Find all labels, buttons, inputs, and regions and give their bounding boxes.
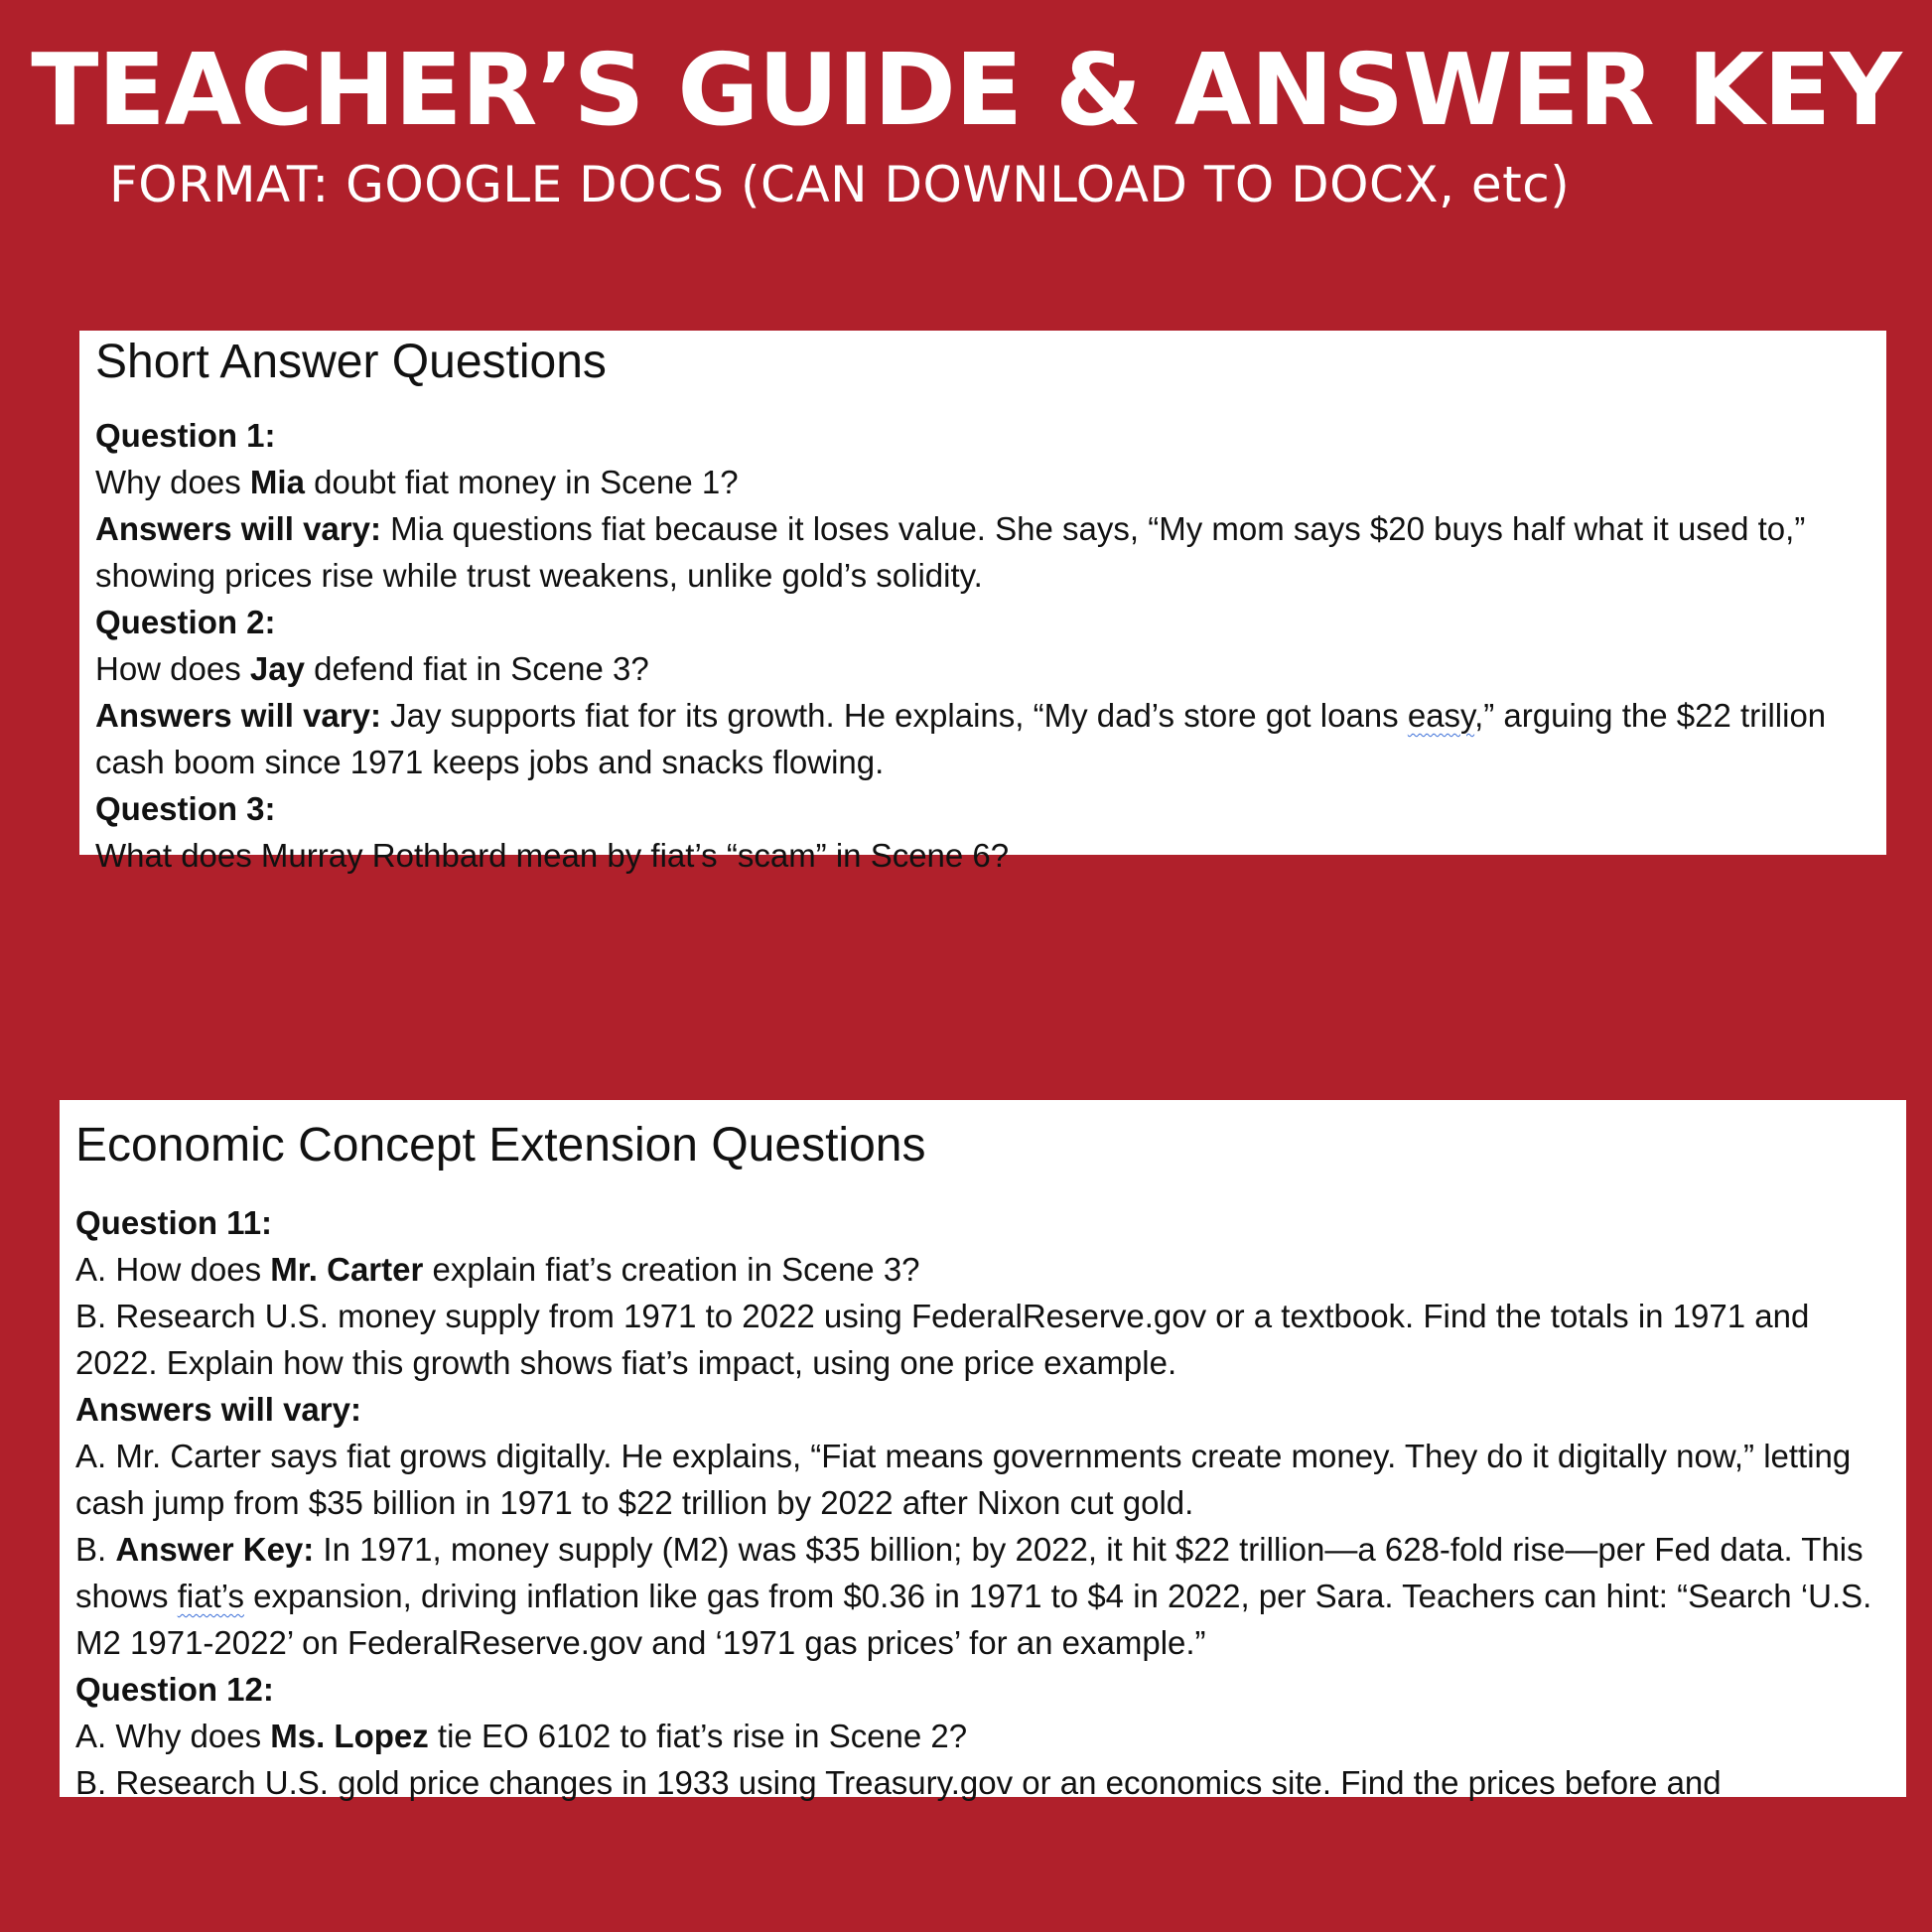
answer-text: Jay supports fiat for its growth. He explains, “My dad’s store got loans — [380, 697, 1408, 734]
character-name: Mr. Carter — [270, 1251, 424, 1288]
character-name: Mia — [249, 464, 305, 500]
question-2-label: Question 2: — [95, 604, 276, 640]
question-11-answer-a: A. Mr. Carter says fiat grows digitally. He explains, “Fiat means governments create money. They do it digitally now,” letting cash jump from $35 billion in 1971 to $22 trillion by 2022 after Nixon cut gold. — [75, 1438, 1852, 1521]
answer-text: B. — [75, 1531, 116, 1568]
question-11-part-a — [75, 1246, 1898, 1293]
question-12-part-a — [75, 1713, 1898, 1759]
character-name: Jay — [249, 650, 305, 687]
answer-label: Answers will vary: — [95, 510, 381, 547]
question-text-part: Why does — [95, 464, 250, 500]
question-2-answer — [95, 692, 1878, 785]
question-text-part: doubt fiat money in Scene 1? — [304, 464, 739, 500]
question-11-answer-b — [75, 1526, 1898, 1666]
question-11-answers-label: Answers will vary: — [75, 1391, 361, 1428]
section-heading-short-answer: Short Answer Questions — [95, 336, 607, 388]
answer-key-label: Answer Key: — [115, 1531, 315, 1568]
question-1-label: Question 1: — [95, 417, 276, 454]
extension-questions-doc-excerpt — [60, 1100, 1906, 1801]
answer-label: Answers will vary: — [95, 697, 381, 734]
answer-text: expansion, driving inflation like gas from $0.36 in 1971 to $4 in 2022, per Sara. Teachers can hint: “Search ‘U.S. M2 1971-2022’ on FederalReserve.gov and ‘1971 gas prices’ for an example.” — [75, 1578, 1872, 1661]
spellcheck-flagged-word: easy — [1407, 697, 1475, 734]
question-12-label: Question 12: — [75, 1671, 274, 1708]
short-answer-doc-excerpt — [79, 331, 1886, 874]
question-1-answer — [95, 505, 1878, 599]
question-12-part-b: B. Research U.S. gold price changes in 1933 using Treasury.gov or an economics site. Find the prices before and — [75, 1764, 1722, 1801]
question-text-part: tie EO 6102 to fiat’s rise in Scene 2? — [428, 1718, 968, 1754]
answer-text: ,” arguing the $22 trillion cash boom since 1971 keeps jobs and snacks flowing. — [95, 697, 1827, 780]
question-text-part: A. Why does — [75, 1718, 271, 1754]
question-3-label: Question 3: — [95, 790, 276, 827]
format-subtitle: FORMAT: GOOGLE DOCS (CAN DOWNLOAD TO DOCX, etc) — [109, 156, 1571, 213]
question-2-text — [95, 645, 1878, 692]
question-text-part: defend fiat in Scene 3? — [304, 650, 649, 687]
question-3-text: What does Murray Rothbard mean by fiat’s “scam” in Scene 6? — [95, 837, 1010, 874]
question-1-text — [95, 459, 1878, 505]
section-heading-extension: Economic Concept Extension Questions — [75, 1119, 926, 1172]
character-name: Ms. Lopez — [270, 1718, 429, 1754]
page-title: TEACHER’S GUIDE & ANSWER KEY — [31, 32, 1901, 148]
answer-text: Mia questions fiat because it loses value. She says, “My mom says $20 buys half what it used to,” showing prices rise while trust weakens, unlike gold’s solidity. — [95, 510, 1806, 594]
question-11-part-b: B. Research U.S. money supply from 1971 to 2022 using FederalReserve.gov or a textbook. Find the totals in 1971 and 2022. Explain how this growth shows fiat’s impact, using one price example. — [75, 1298, 1810, 1381]
question-text-part: A. How does — [75, 1251, 271, 1288]
question-11-label: Question 11: — [75, 1204, 273, 1241]
question-text-part: How does — [95, 650, 250, 687]
answer-text: In 1971, money supply (M2) was $35 billion; by 2022, it hit $22 trillion—a 628-fold rise—per Fed data. This shows — [75, 1531, 1863, 1614]
question-text-part: explain fiat’s creation in Scene 3? — [423, 1251, 920, 1288]
spellcheck-flagged-word: fiat’s — [177, 1578, 244, 1614]
